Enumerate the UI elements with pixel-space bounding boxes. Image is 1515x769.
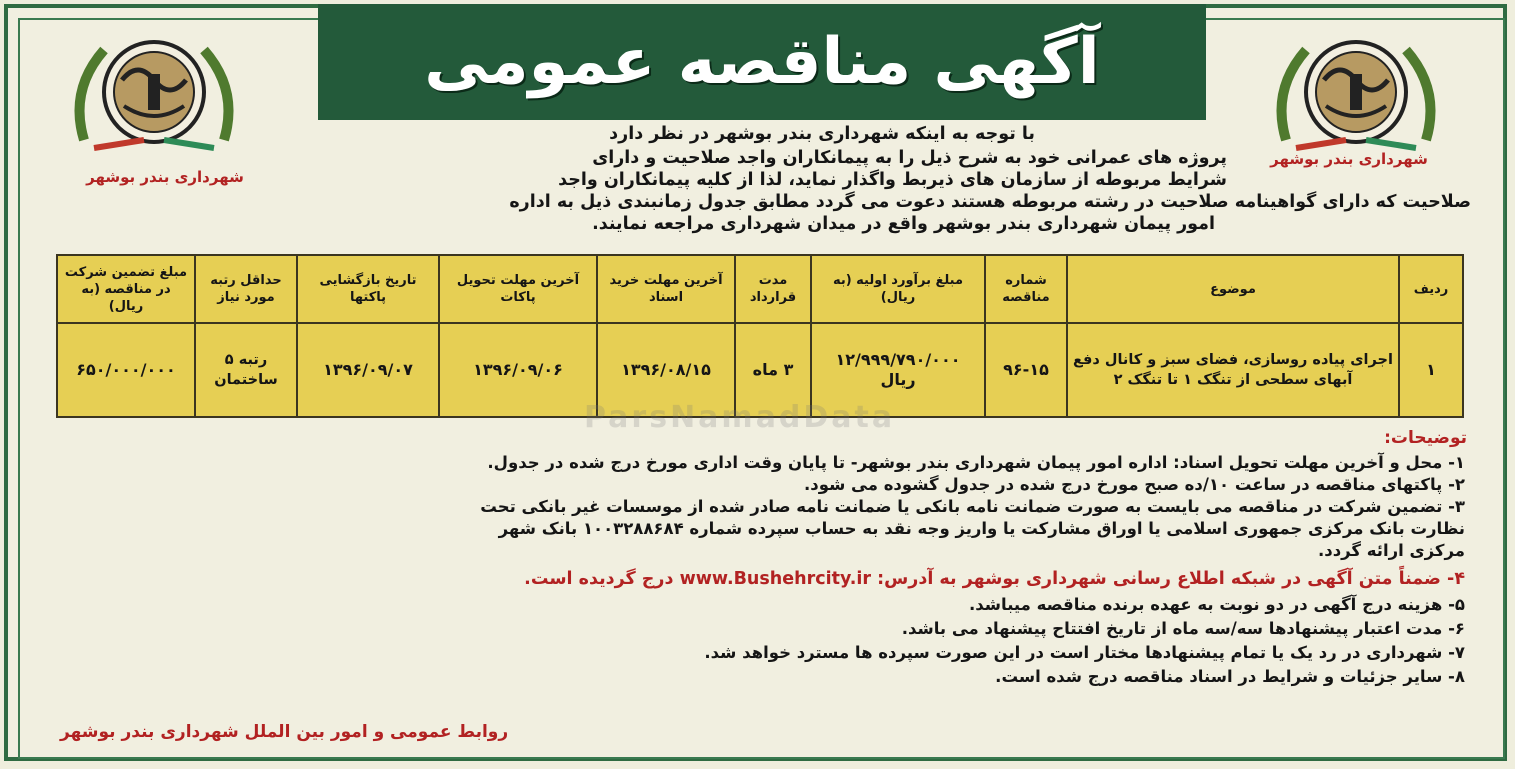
note-3-line-2: نظارت بانک مرکزی جمهوری اسلامی یا اوراق مشارکت یا واریز وجه نقد به حساب سپرده شماره ۱۰۰۳۲۸۸۶۸۴ بانک شهر [498,519,1465,538]
tender-table [56,254,1464,418]
notes-heading: توضیحات: [1384,428,1467,448]
intro-line-5: امور پیمان شهرداری بندر بوشهر واقع در میدان شهرداری مراجعه نمایند. [592,214,1215,234]
footer-signature: روابط عمومی و امور بین الملل شهرداری بندر بوشهر [60,722,509,742]
note-7: ۷- شهرداری در رد یک یا تمام پیشنهادها مختار است در این صورت سپرده ها مسترد خواهد شد. [704,643,1465,662]
header-estimate: مبلغ برآورد اولیه (به ریال) [811,255,985,323]
header-delivery-deadline: آخرین مهلت تحویل پاکات [439,255,597,323]
title-banner [318,4,1206,120]
header-tender-no: شماره مناقصه [985,255,1067,323]
header-purchase-deadline: آخرین مهلت خرید اسناد [597,255,735,323]
header-subject: موضوع [1067,255,1399,323]
note-8: ۸- سایر جزئیات و شرایط در اسناد مناقصه درج شده است. [995,667,1465,686]
emblem-caption-right: شهرداری بندر بوشهر [1270,150,1428,168]
note-4: ۴- ضمناً متن آگهی در شبکه اطلاع رسانی شهرداری بوشهر به آدرس: www.Bushehrcity.ir درج گردیده است. [524,569,1465,589]
intro-line-2: پروژه های عمرانی خود به شرح ذیل را به پیمانکاران واجد صلاحیت و دارای [592,148,1227,168]
municipality-emblem-icon [64,30,244,160]
watermark: ParsNamadData [584,400,896,435]
header-index: ردیف [1399,255,1463,323]
cell-tender-no: ۹۶-۱۵ [985,323,1067,417]
cell-index: ۱ [1399,323,1463,417]
header-min-rank: حداقل رتبه مورد نیاز [195,255,297,323]
note-6: ۶- مدت اعتبار پیشنهادها سه/سه ماه از تاریخ افتتاح پیشنهاد می باشد. [901,619,1465,638]
cell-estimate: ۱۲/۹۹۹/۷۹۰/۰۰۰ ریال [811,323,985,417]
cell-delivery-deadline: ۱۳۹۶/۰۹/۰۶ [439,323,597,417]
note-1: ۱- محل و آخرین مهلت تحویل اسناد: اداره امور پیمان شهرداری بندر بوشهر- تا پایان وقت اداری مورخ درج شده در جدول. [487,453,1465,472]
header-duration: مدت قرارداد [735,255,811,323]
ad-title: آگهی مناقصه عمومی [424,25,1100,99]
note-2: ۲- پاکتهای مناقصه در ساعت ۱۰/ده صبح مورخ درج شده در جدول گشوده می شود. [803,475,1465,494]
emblem-caption-left: شهرداری بندر بوشهر [86,168,244,186]
intro-line-4: صلاحیت که دارای گواهینامه صلاحیت در رشته مربوطه هستند دعوت می گردد مطابق جدول زمانبندی ذیل به اداره [509,192,1471,212]
cell-subject: اجرای پیاده روسازی، فضای سبز و کانال دفع آبهای سطحی از تنگک ۱ تا تنگک ۲ [1067,323,1399,417]
cell-opening-date: ۱۳۹۶/۰۹/۰۷ [297,323,439,417]
table-header-row [57,255,1463,323]
cell-duration: ۳ ماه [735,323,811,417]
note-5: ۵- هزینه درج آگهی در دو نوبت به عهده برنده مناقصه میباشد. [968,595,1465,614]
cell-guarantee: ۶۵۰/۰۰۰/۰۰۰ [57,323,195,417]
intro-line-1: با توجه به اینکه شهرداری بندر بوشهر در نظر دارد [609,124,1035,144]
header-opening-date: تاریخ بازگشایی پاکتها [297,255,439,323]
note-3-line-1: ۳- تضمین شرکت در مناقصه می بایست به صورت ضمانت نامه بانکی یا ضمانت نامه صادر شده از موسسات غیر بانکی تحت [480,497,1465,516]
municipality-emblem-icon [1266,30,1446,160]
cell-min-rank: رتبه ۵ ساختمان [195,323,297,417]
cell-purchase-deadline: ۱۳۹۶/۰۸/۱۵ [597,323,735,417]
intro-line-3: شرایط مربوطه از سازمان های ذیربط واگذار نماید، لذا از کلیه پیمانکاران واجد [558,170,1227,190]
note-3-line-3: مرکزی ارائه گردد. [1317,541,1465,560]
header-guarantee: مبلغ تضمین شرکت در مناقصه (به ریال) [57,255,195,323]
